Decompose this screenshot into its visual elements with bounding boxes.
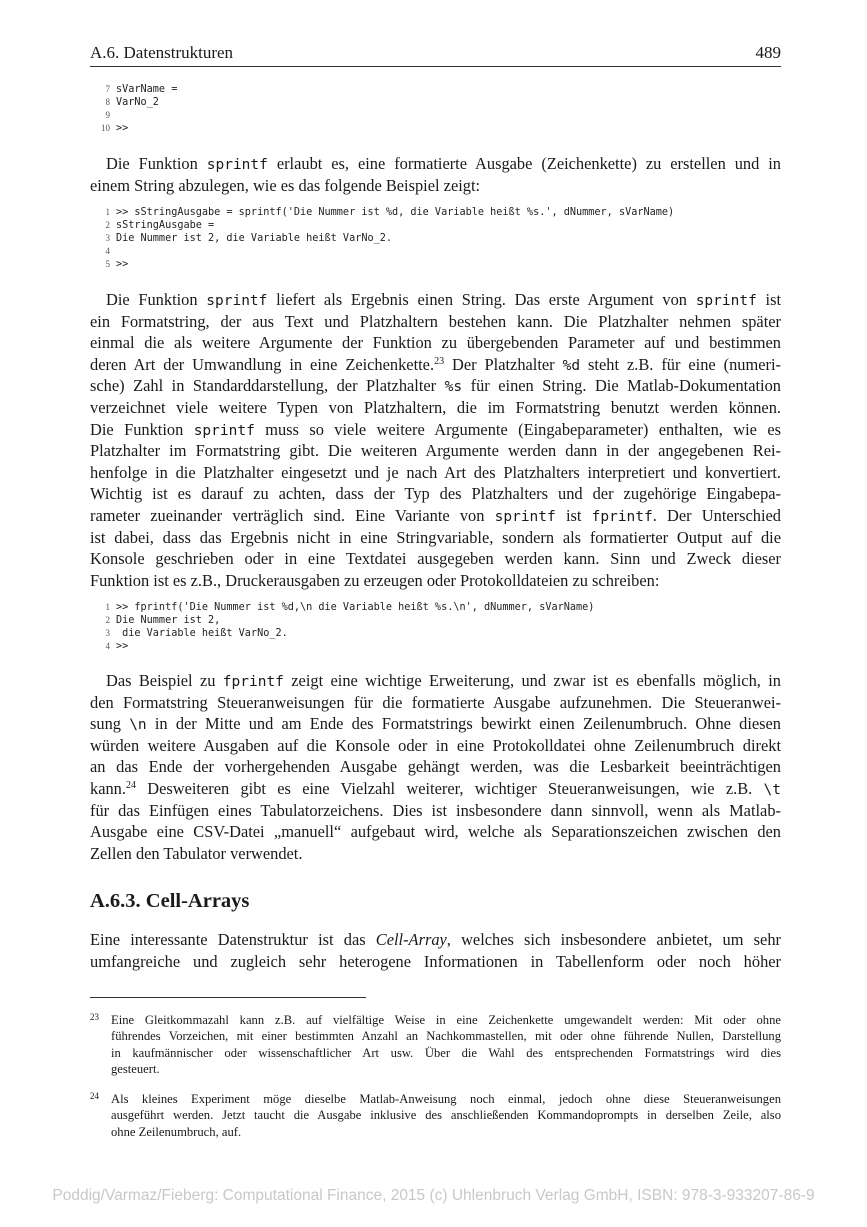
line-number: 1 bbox=[105, 207, 110, 217]
text-line: sche) Zahl in Standarddarstellung, der Platzhalter %s für einen String. Die Matlab-Dokumentation bbox=[90, 376, 781, 396]
inline-code: %d bbox=[562, 357, 581, 374]
text-line: Zellen den Tabulator verwendet. bbox=[90, 843, 303, 863]
code-listing-2 bbox=[90, 206, 790, 271]
text-line: Platzhalter im Formatstring gibt. Die weiteren Argumente werden dann in der angegebenen Rei- bbox=[90, 441, 781, 461]
code-line bbox=[90, 601, 790, 614]
footnote-divider bbox=[90, 997, 366, 998]
text-line: rameter zueinander verträglich sind. Eine Variante von sprintf ist fprintf. Der Unterschied bbox=[90, 505, 781, 525]
code-line bbox=[90, 122, 790, 135]
page-number: 489 bbox=[755, 43, 781, 62]
footnote-number: 23 bbox=[90, 1012, 99, 1022]
text-line: einem String abzulegen, wie es das folgende Beispiel zeigt: bbox=[90, 175, 481, 195]
code-line bbox=[90, 206, 790, 219]
line-number: 3 bbox=[105, 628, 110, 638]
code-line bbox=[90, 258, 790, 271]
inline-code: sprintf bbox=[206, 157, 268, 173]
code-line bbox=[90, 109, 790, 122]
text-line: würden weitere Ausgaben auf die Konsole oder in eine Protokolldatei ohne Zeilenumbruch direkt bbox=[90, 735, 781, 755]
text-line: an das Ende der vorhergehenden Ausgabe gehängt werden, was die Lesbarkeit beeinträchtigen bbox=[90, 757, 781, 777]
section-heading-cell-arrays: A.6.3. Cell-Arrays bbox=[90, 890, 250, 912]
inline-code: sprintf bbox=[206, 293, 268, 309]
code-text: >> sStringAusgabe = sprintf('Die Nummer ist %d, die Variable heißt %s.', dNummer, sVarName) bbox=[116, 207, 675, 218]
line-number: 1 bbox=[105, 602, 110, 612]
footnote-text bbox=[111, 1012, 781, 1078]
text-line: Die Funktion sprintf liefert als Ergebnis einen String. Das erste Argument von sprintf ist bbox=[106, 290, 782, 309]
inline-code: \n bbox=[129, 717, 147, 734]
text-line: ein Formatstring, der aus Text und Platzhaltern bestehen kann. Die Platzhalter nehmen später bbox=[90, 311, 781, 331]
line-number: 8 bbox=[105, 97, 110, 107]
code-text: die Variable heißt VarNo_2. bbox=[116, 628, 288, 639]
text-line: Wichtig ist es darauf zu achten, dass der Typ des Platzhalters und der zugehörige Eingabepa- bbox=[90, 484, 781, 504]
text-line: führendes Vorzeichen, mit einer bestimmten Anzahl an Nachkommastellen, mit oder ohne führende Nullen, Darstellung bbox=[111, 1029, 781, 1044]
text-line: für das Einfügen eines Tabulatorzeichens. Dies ist insbesondere dann sinnvoll, wenn als Matlab- bbox=[90, 800, 781, 820]
inline-code: %s bbox=[444, 379, 463, 396]
line-number: 10 bbox=[101, 123, 110, 133]
text-line: Die Funktion sprintf erlaubt es, eine formatierte Ausgabe (Zeichenkette) zu erstellen und in bbox=[106, 154, 781, 173]
text-line: henfolge in die Platzhalter eingesetzt und je nach Art des Platzhalters interpretiert und konvertiert. bbox=[90, 462, 781, 482]
line-number: 2 bbox=[105, 615, 110, 625]
paragraph-cell-arrays-intro bbox=[90, 929, 781, 972]
text-line: Eine Gleitkommazahl kann z.B. auf vielfältige Weise in eine Zeichenkette umgewandelt werden: Mit oder ohne bbox=[111, 1013, 781, 1027]
copyright-watermark: Poddig/Varmaz/Fieberg: Computational Finance, 2015 (c) Uhlenbruch Verlag GmbH, ISBN: 978-3-933207-86-9 bbox=[52, 1187, 815, 1204]
text-line: ausgeführt werden. Jetzt taucht die Ausgabe inklusive des anschließenden Kommandoprompts in derselben Zeile, also bbox=[111, 1108, 781, 1123]
code-line bbox=[90, 232, 790, 245]
line-number: 9 bbox=[105, 110, 110, 120]
text-line: gesteuert. bbox=[111, 1062, 160, 1077]
text-line: kann.$^{24}$ Desweiteren gibt es eine Vielzahl weiterer, wichtiger Steueranweisungen, wie z.B. \t bbox=[90, 778, 781, 798]
footnote-reference: 23 bbox=[434, 355, 445, 367]
inline-code: sprintf bbox=[695, 293, 757, 309]
line-number: 4 bbox=[105, 641, 110, 651]
text-line: Das Beispiel zu fprintf zeigt eine wichtige Erweiterung, und zwar ist es ebenfalls möglich, in bbox=[106, 671, 781, 690]
code-listing-3 bbox=[90, 601, 790, 653]
code-line bbox=[90, 640, 790, 653]
line-number: 7 bbox=[105, 84, 110, 94]
code-text: sVarName = bbox=[116, 84, 178, 95]
text-line: ohne Zeilenumbruch, auf. bbox=[111, 1124, 242, 1139]
footnote-text bbox=[111, 1091, 781, 1140]
emphasis: Cell-Array bbox=[375, 930, 447, 949]
inline-code: fprintf bbox=[591, 508, 653, 525]
text-line: einmal die als weitere Argumente der Funktion zu übergebenden Parameter auf und bestimmen bbox=[90, 333, 781, 353]
code-line bbox=[90, 627, 790, 640]
code-line bbox=[90, 219, 790, 232]
inline-code: fprintf bbox=[222, 674, 284, 690]
text-line: Die Funktion sprintf muss so viele weitere Argumente (Eingabeparameter) enthalten, wie es bbox=[90, 419, 781, 439]
text-line: Eine interessante Datenstruktur ist das Cell-Array, welches sich insbesondere anbietet, um sehr bbox=[90, 930, 781, 949]
inline-code: sprintf bbox=[193, 422, 255, 439]
code-text: Die Nummer ist 2, bbox=[116, 615, 221, 626]
code-text: sStringAusgabe = bbox=[116, 220, 215, 231]
line-number: 3 bbox=[105, 233, 110, 243]
paragraph-sprintf-explanation bbox=[90, 289, 781, 591]
footnote-number: 24 bbox=[90, 1091, 99, 1101]
footnote-reference: 24 bbox=[125, 779, 136, 791]
code-listing-1 bbox=[90, 83, 790, 135]
code-text: VarNo_2 bbox=[116, 97, 159, 108]
text-line: verzeichnet viele weitere Typen von Platzhaltern, die im Formatstring benutzt werden können. bbox=[90, 397, 781, 417]
paragraph-fprintf-explanation bbox=[90, 670, 781, 864]
text-line: den Formatstring Steueranweisungen für die formatierte Ausgabe aufzunehmen. Die Steueranwei- bbox=[90, 692, 781, 712]
text-line: umfangreiche und zugleich sehr heterogene Informationen in Tabellenform oder noch höher bbox=[90, 951, 781, 971]
code-line bbox=[90, 245, 790, 258]
paragraph-sprintf-intro bbox=[90, 153, 781, 196]
text-line: Als kleines Experiment möge dieselbe Matlab-Anweisung noch einmal, jedoch ohne diese Steueranweisungen bbox=[111, 1092, 781, 1106]
text-line: Ausgabe eine CSV-Datei „manuell“ aufgebaut wird, welche als Separationszeichen zwischen den bbox=[90, 822, 781, 842]
running-header bbox=[90, 42, 781, 67]
code-text: >> bbox=[116, 259, 129, 270]
code-text: Die Nummer ist 2, die Variable heißt VarNo_2. bbox=[116, 233, 393, 244]
line-number: 2 bbox=[105, 220, 110, 230]
code-line bbox=[90, 614, 790, 627]
code-text: >> bbox=[116, 123, 129, 134]
text-line: Konsole geschrieben oder in eine Textdatei ausgegeben werden kann. Sinn und Zweck dieser bbox=[90, 549, 781, 569]
code-text: >> fprintf('Die Nummer ist %d,\n die Variable heißt %s.\n', dNummer, sVarName) bbox=[116, 602, 595, 613]
inline-code: \t bbox=[763, 781, 781, 798]
text-line: in kaufmännischer oder wissenschaftlicher Art usw. Über die Wahl des entsprechenden Formatstrings wird dies bbox=[111, 1045, 781, 1060]
line-number: 5 bbox=[105, 259, 110, 269]
section-title: A.6. Datenstrukturen bbox=[90, 43, 234, 62]
line-number: 4 bbox=[105, 246, 110, 256]
text-line: ist dabei, dass das Ergebnis nicht in eine Stringvariable, sondern als formatierter Output auf die bbox=[90, 527, 781, 547]
text-line: sung \n in der Mitte und am Ende des Formatstrings bewirkt einen Zeilenumbruch. Ohne diesen bbox=[90, 714, 781, 734]
text-line: deren Art der Umwandlung in eine Zeichenkette.$^{23}$ Der Platzhalter %d steht z.B. für eine (numeri- bbox=[90, 354, 781, 374]
code-text: >> bbox=[116, 641, 129, 652]
inline-code: sprintf bbox=[494, 508, 556, 525]
code-line bbox=[90, 96, 790, 109]
text-line: Funktion ist es z.B., Druckerausgaben zu erzeugen oder Protokolldateien zu schreiben: bbox=[90, 570, 660, 590]
code-line bbox=[90, 83, 790, 96]
